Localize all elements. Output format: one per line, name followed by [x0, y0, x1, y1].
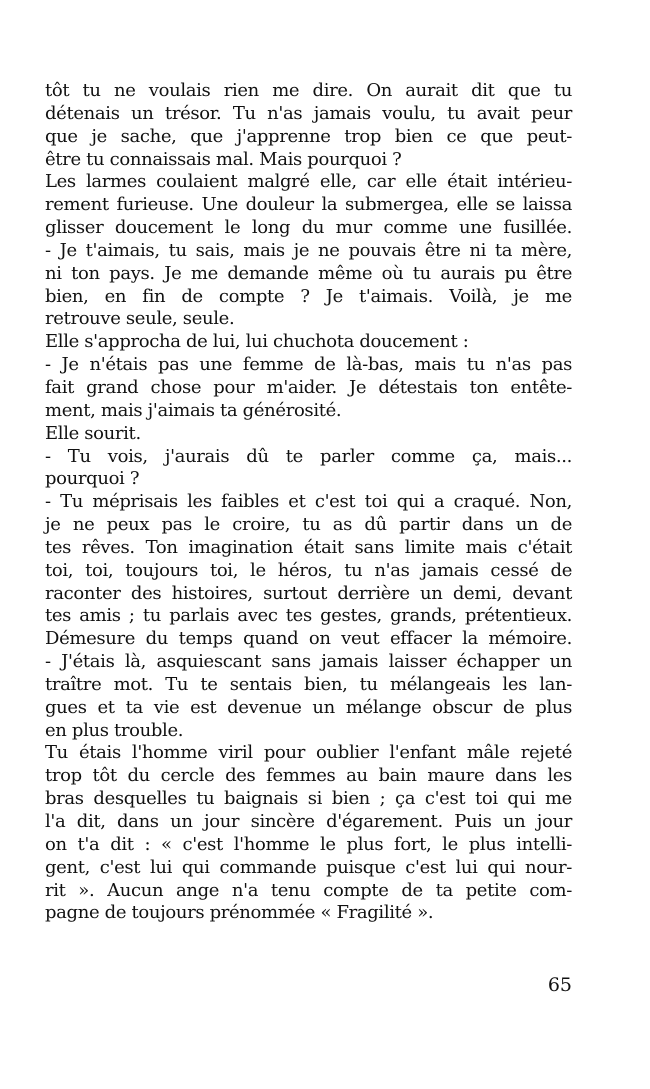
text-line: traître mot. Tu te sentais bien, tu mélangeais les lan- — [45, 673, 572, 695]
text-line: je ne peux pas le croire, tu as dû partir dans un de — [45, 514, 572, 536]
text-line: - Tu vois, j'aurais dû te parler comme ça, mais... — [45, 445, 572, 467]
text-line: en plus trouble. — [45, 719, 184, 741]
text-line: glisser doucement le long du mur comme une fusillée. — [45, 217, 572, 239]
text-line: rement furieuse. Une douleur la submergea, elle se laissa — [45, 194, 572, 216]
text-line: bien, en fin de compte ? Je t'aimais. Voilà, je me — [45, 285, 572, 307]
text-line: retrouve seule, seule. — [45, 308, 235, 330]
text-line: on t'a dit : « c'est l'homme le plus fort, le plus intelli- — [45, 833, 572, 855]
text-line: l'a dit, dans un jour sincère d'égarement. Puis un jour — [45, 811, 572, 832]
text-line: bras desquelles tu baignais si bien ; ça c'est toi qui me — [45, 788, 572, 810]
text-line: pagne de toujours prénommée « Fragilité ». — [45, 902, 434, 924]
text-line: rit ». Aucun ange n'a tenu compte de ta petite com- — [45, 879, 572, 901]
text-line: - J'étais là, asquiescant sans jamais laisser échapper un — [45, 651, 572, 673]
text-line: détenais un trésor. Tu n'as jamais voulu, tu avait peur — [45, 102, 572, 124]
text-line: Elle s'approcha de lui, lui chuchota doucement : — [45, 331, 469, 353]
text-line: - Je n'étais pas une femme de là-bas, mais tu n'as pas — [45, 354, 572, 376]
page-text-block — [45, 80, 572, 925]
text-line: ment, mais j'aimais ta générosité. — [45, 399, 342, 421]
page-number: 65 — [547, 974, 572, 996]
text-line: fait grand chose pour m'aider. Je détestais ton entête- — [45, 376, 572, 398]
text-line: gues et ta vie est devenue un mélange obscur de plus — [45, 696, 572, 718]
text-line: pourquoi ? — [45, 468, 140, 490]
text-line: ni ton pays. Je me demande même où tu aurais pu être — [45, 262, 572, 284]
text-line: être tu connaissais mal. Mais pourquoi ? — [45, 148, 402, 170]
text-line: Elle sourit. — [45, 422, 141, 444]
text-line: trop tôt du cercle des femmes au bain maure dans les — [45, 765, 572, 787]
text-line: tes rêves. Ton imagination était sans limite mais c'était — [45, 536, 572, 558]
text-line: tôt tu ne voulais rien me dire. On aurait dit que tu — [45, 80, 572, 101]
text-line: que je sache, que j'apprenne trop bien ce que peut- — [45, 125, 572, 147]
text-line: tes amis ; tu parlais avec tes gestes, grands, prétentieux. — [45, 605, 572, 627]
text-line: Démesure du temps quand on veut effacer la mémoire. — [45, 628, 572, 650]
text-line: gent, c'est lui qui commande puisque c'est lui qui nour- — [45, 856, 572, 878]
text-line: Tu étais l'homme viril pour oublier l'enfant mâle rejeté — [45, 742, 572, 764]
text-line: Les larmes coulaient malgré elle, car elle était intérieu- — [45, 171, 572, 193]
text-line: - Je t'aimais, tu sais, mais je ne pouvais être ni ta mère, — [45, 239, 572, 261]
text-line: - Tu méprisais les faibles et c'est toi qui a craqué. Non, — [45, 491, 572, 513]
text-line: raconter des histoires, surtout derrière un demi, devant — [45, 582, 572, 604]
text-line: toi, toi, toujours toi, le héros, tu n'as jamais cessé de — [45, 559, 572, 581]
